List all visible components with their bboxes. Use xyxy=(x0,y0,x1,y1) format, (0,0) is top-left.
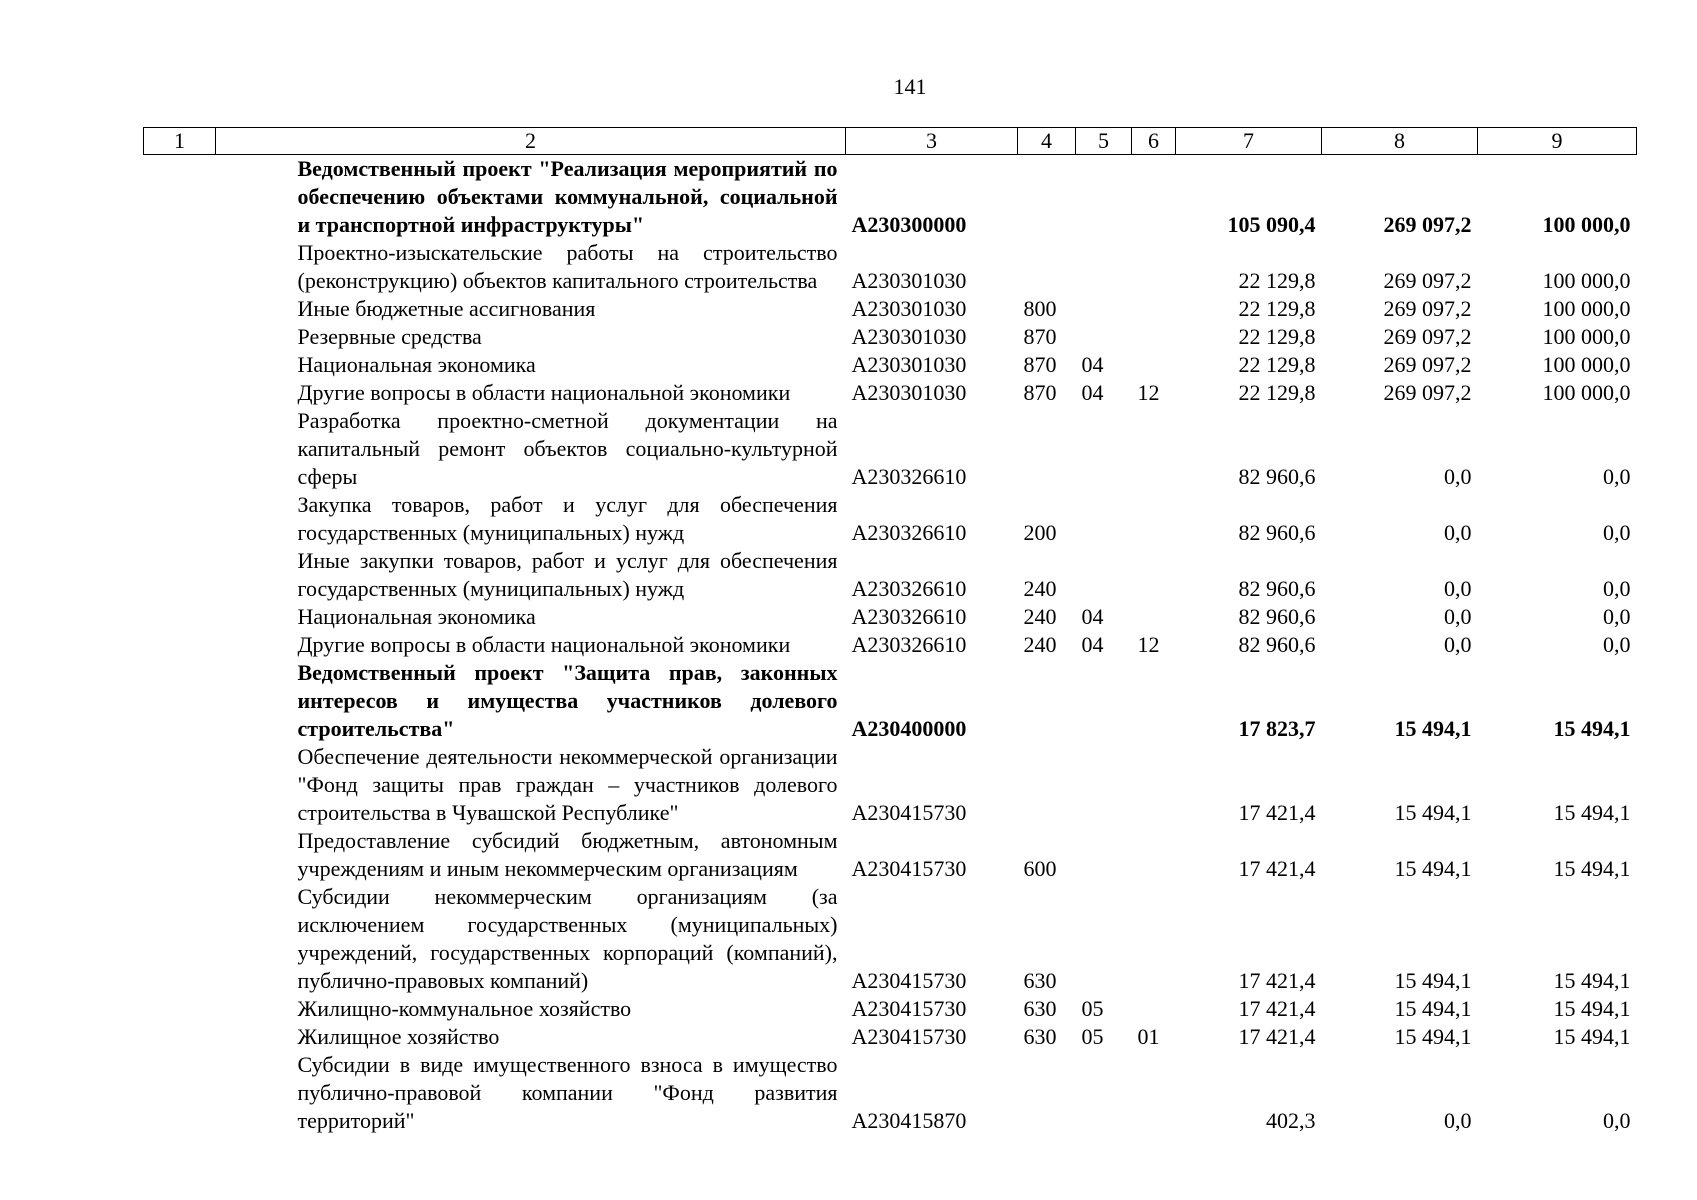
item-name: Обеспечение деятельности некоммерческой организации "Фонд защиты прав граждан – участников долевого строительства в Чувашской Республике" xyxy=(297,744,838,825)
target-article-code: А230300000 xyxy=(851,212,967,237)
subsection-code xyxy=(1132,155,1176,240)
item-name: Предоставление субсидий бюджетным, автономным учреждениям и иным некоммерческим организациям xyxy=(297,828,838,881)
budget-table xyxy=(143,127,1637,1135)
section-code: 05 xyxy=(1081,1024,1104,1049)
row-spacer-cell xyxy=(144,547,216,603)
table-row xyxy=(144,239,1637,295)
amount-col-9: 0,0 xyxy=(1603,464,1631,489)
expense-type-code: 870 xyxy=(1023,324,1057,349)
target-article-code: А230415730 xyxy=(851,856,967,881)
row-spacer-cell xyxy=(144,883,216,995)
subsection-code xyxy=(1132,323,1176,351)
amount-col-7: 82 960,6 xyxy=(1238,520,1316,545)
amount-col-8: 15 494,1 xyxy=(1394,716,1472,741)
amount-col-7: 22 129,8 xyxy=(1238,352,1316,377)
section-code xyxy=(1076,883,1132,995)
section-code xyxy=(1076,323,1132,351)
amount-col-8: 0,0 xyxy=(1444,464,1472,489)
amount-col-9: 100 000,0 xyxy=(1542,324,1631,349)
item-name: Ведомственный проект "Реализация мероприятий по обеспечению объектами коммунальной, социальной и транспортной инфраструктуры" xyxy=(297,156,838,237)
section-code xyxy=(1076,1051,1132,1135)
target-article-code: А230415730 xyxy=(851,996,967,1021)
section-code: 04 xyxy=(1081,380,1104,405)
row-spacer-cell xyxy=(144,1023,216,1051)
amount-col-7: 82 960,6 xyxy=(1238,576,1316,601)
amount-col-8: 269 097,2 xyxy=(1383,324,1472,349)
table-row xyxy=(144,659,1637,743)
amount-col-9: 0,0 xyxy=(1603,632,1631,657)
table-row xyxy=(144,631,1637,659)
amount-col-8: 0,0 xyxy=(1444,576,1472,601)
amount-col-7: 22 129,8 xyxy=(1238,380,1316,405)
expense-type-code: 630 xyxy=(1023,996,1057,1021)
table-row xyxy=(144,155,1637,240)
subsection-code xyxy=(1132,743,1176,827)
table-row xyxy=(144,491,1637,547)
amount-col-9: 100 000,0 xyxy=(1542,212,1631,237)
row-spacer-cell xyxy=(144,351,216,379)
row-spacer-cell xyxy=(144,995,216,1023)
section-code: 04 xyxy=(1081,632,1104,657)
amount-col-9: 100 000,0 xyxy=(1542,352,1631,377)
target-article-code: А230415870 xyxy=(851,1108,967,1133)
section-code xyxy=(1076,743,1132,827)
amount-col-9: 15 494,1 xyxy=(1553,996,1631,1021)
subsection-code xyxy=(1132,491,1176,547)
table-row xyxy=(144,995,1637,1023)
amount-col-8: 0,0 xyxy=(1444,520,1472,545)
section-code xyxy=(1076,239,1132,295)
expense-type-code: 870 xyxy=(1023,352,1057,377)
target-article-code: А230301030 xyxy=(851,296,967,321)
row-spacer-cell xyxy=(144,407,216,491)
amount-col-7: 17 421,4 xyxy=(1238,968,1316,993)
subsection-code xyxy=(1132,603,1176,631)
amount-col-7: 22 129,8 xyxy=(1238,324,1316,349)
expense-type-code: 800 xyxy=(1023,296,1057,321)
target-article-code: А230301030 xyxy=(851,352,967,377)
amount-col-9: 15 494,1 xyxy=(1553,800,1631,825)
section-code: 04 xyxy=(1081,352,1104,377)
amount-col-7: 82 960,6 xyxy=(1238,604,1316,629)
expense-type-code: 630 xyxy=(1023,1024,1057,1049)
amount-col-9: 0,0 xyxy=(1603,1108,1631,1133)
subsection-code xyxy=(1132,827,1176,883)
amount-col-8: 269 097,2 xyxy=(1383,296,1472,321)
item-name: Жилищное хозяйство xyxy=(297,1024,500,1049)
amount-col-9: 15 494,1 xyxy=(1553,716,1631,741)
item-name: Закупка товаров, работ и услуг для обеспечения государственных (муниципальных) нужд xyxy=(297,492,838,545)
row-spacer-cell xyxy=(144,659,216,743)
subsection-code xyxy=(1132,295,1176,323)
amount-col-8: 269 097,2 xyxy=(1383,352,1472,377)
expense-type-code: 240 xyxy=(1023,604,1057,629)
amount-col-9: 0,0 xyxy=(1603,576,1631,601)
item-name: Субсидии некоммерческим организациям (за исключением государственных (муниципальных) учреждений, государственных корпораций (компаний), публично-правовых компаний) xyxy=(297,884,838,993)
table-row xyxy=(144,603,1637,631)
amount-col-9: 15 494,1 xyxy=(1553,1024,1631,1049)
target-article-code: А230326610 xyxy=(851,464,967,489)
table-row xyxy=(144,743,1637,827)
amount-col-8: 15 494,1 xyxy=(1394,1024,1472,1049)
section-code xyxy=(1076,491,1132,547)
expense-type-code xyxy=(1018,659,1076,743)
table-row xyxy=(144,827,1637,883)
item-name: Резервные средства xyxy=(297,324,482,349)
amount-col-7: 105 090,4 xyxy=(1227,212,1316,237)
amount-col-7: 22 129,8 xyxy=(1238,296,1316,321)
target-article-code: А230415730 xyxy=(851,968,967,993)
item-name: Проектно-изыскательские работы на строительство (реконструкцию) объектов капитального строительства xyxy=(297,240,838,293)
amount-col-8: 0,0 xyxy=(1444,632,1472,657)
table-row xyxy=(144,883,1637,995)
section-code xyxy=(1076,547,1132,603)
item-name: Национальная экономика xyxy=(297,604,536,629)
section-code xyxy=(1076,659,1132,743)
amount-col-8: 269 097,2 xyxy=(1383,380,1472,405)
subsection-code xyxy=(1132,1051,1176,1135)
target-article-code: А230415730 xyxy=(851,800,967,825)
page-number: 141 xyxy=(893,74,927,99)
amount-col-8: 15 494,1 xyxy=(1394,800,1472,825)
target-article-code: А230400000 xyxy=(851,716,967,741)
amount-col-8: 15 494,1 xyxy=(1394,968,1472,993)
row-spacer-cell xyxy=(144,155,216,240)
target-article-code: А230301030 xyxy=(851,380,967,405)
amount-col-9: 100 000,0 xyxy=(1542,296,1631,321)
row-spacer-cell xyxy=(144,491,216,547)
subsection-code xyxy=(1132,883,1176,995)
expense-type-code: 240 xyxy=(1023,632,1057,657)
amount-col-7: 17 421,4 xyxy=(1238,1024,1316,1049)
table-row xyxy=(144,1023,1637,1051)
amount-col-7: 82 960,6 xyxy=(1238,464,1316,489)
amount-col-7: 17 823,7 xyxy=(1238,716,1316,741)
expense-type-code: 240 xyxy=(1023,576,1057,601)
subsection-code xyxy=(1132,659,1176,743)
expense-type-code xyxy=(1018,1051,1076,1135)
section-code xyxy=(1076,407,1132,491)
expense-type-code xyxy=(1018,155,1076,240)
row-spacer-cell xyxy=(144,1051,216,1135)
amount-col-9: 0,0 xyxy=(1603,604,1631,629)
amount-col-7: 22 129,8 xyxy=(1238,268,1316,293)
subsection-code xyxy=(1132,407,1176,491)
amount-col-8: 15 494,1 xyxy=(1394,856,1472,881)
header-cell: 1 xyxy=(144,128,216,155)
target-article-code: А230326610 xyxy=(851,520,967,545)
table-row xyxy=(144,351,1637,379)
table-row xyxy=(144,407,1637,491)
header-cell: 6 xyxy=(1132,128,1176,155)
amount-col-7: 17 421,4 xyxy=(1238,800,1316,825)
table-header-row xyxy=(144,128,1637,155)
header-cell: 3 xyxy=(846,128,1018,155)
subsection-code xyxy=(1132,547,1176,603)
row-spacer-cell xyxy=(144,295,216,323)
table-row xyxy=(144,295,1637,323)
amount-col-9: 15 494,1 xyxy=(1553,968,1631,993)
amount-col-8: 269 097,2 xyxy=(1383,268,1472,293)
amount-col-8: 269 097,2 xyxy=(1383,212,1472,237)
row-spacer-cell xyxy=(144,743,216,827)
table-row xyxy=(144,1051,1637,1135)
section-code xyxy=(1076,827,1132,883)
subsection-code: 12 xyxy=(1137,380,1160,405)
row-spacer-cell xyxy=(144,631,216,659)
target-article-code: А230326610 xyxy=(851,604,967,629)
section-code: 05 xyxy=(1081,996,1104,1021)
item-name: Иные бюджетные ассигнования xyxy=(297,296,596,321)
amount-col-9: 100 000,0 xyxy=(1542,380,1631,405)
item-name: Другие вопросы в области национальной экономики xyxy=(297,632,791,657)
expense-type-code: 870 xyxy=(1023,380,1057,405)
subsection-code xyxy=(1132,995,1176,1023)
table-row xyxy=(144,379,1637,407)
row-spacer-cell xyxy=(144,323,216,351)
expense-type-code: 200 xyxy=(1023,520,1057,545)
target-article-code: А230301030 xyxy=(851,324,967,349)
expense-type-code: 600 xyxy=(1023,856,1057,881)
header-cell: 9 xyxy=(1478,128,1637,155)
target-article-code: А230326610 xyxy=(851,632,967,657)
row-spacer-cell xyxy=(144,603,216,631)
header-cell: 2 xyxy=(216,128,846,155)
header-cell: 4 xyxy=(1018,128,1076,155)
table-row xyxy=(144,323,1637,351)
row-spacer-cell xyxy=(144,827,216,883)
expense-type-code xyxy=(1018,743,1076,827)
table-row xyxy=(144,547,1637,603)
item-name: Национальная экономика xyxy=(297,352,536,377)
header-cell: 8 xyxy=(1322,128,1478,155)
expense-type-code: 630 xyxy=(1023,968,1057,993)
header-cell: 7 xyxy=(1176,128,1322,155)
amount-col-8: 15 494,1 xyxy=(1394,996,1472,1021)
section-code: 04 xyxy=(1081,604,1104,629)
subsection-code xyxy=(1132,351,1176,379)
amount-col-7: 17 421,4 xyxy=(1238,856,1316,881)
amount-col-9: 0,0 xyxy=(1603,520,1631,545)
subsection-code: 12 xyxy=(1137,632,1160,657)
item-name: Разработка проектно-сметной документации на капитальный ремонт объектов социально-культурной сферы xyxy=(297,408,838,489)
amount-col-7: 82 960,6 xyxy=(1238,632,1316,657)
target-article-code: А230415730 xyxy=(851,1024,967,1049)
row-spacer-cell xyxy=(144,379,216,407)
section-code xyxy=(1076,295,1132,323)
amount-col-7: 17 421,4 xyxy=(1238,996,1316,1021)
amount-col-8: 0,0 xyxy=(1444,1108,1472,1133)
subsection-code: 01 xyxy=(1137,1024,1160,1049)
expense-type-code xyxy=(1018,239,1076,295)
header-cell: 5 xyxy=(1076,128,1132,155)
item-name: Ведомственный проект "Защита прав, законных интересов и имущества участников долевого строительства" xyxy=(297,660,838,741)
expense-type-code xyxy=(1018,407,1076,491)
amount-col-7: 402,3 xyxy=(1266,1108,1316,1133)
amount-col-8: 0,0 xyxy=(1444,604,1472,629)
target-article-code: А230326610 xyxy=(851,576,967,601)
amount-col-9: 100 000,0 xyxy=(1542,268,1631,293)
amount-col-9: 15 494,1 xyxy=(1553,856,1631,881)
section-code xyxy=(1076,155,1132,240)
row-spacer-cell xyxy=(144,239,216,295)
item-name: Жилищно-коммунальное хозяйство xyxy=(297,996,632,1021)
item-name: Иные закупки товаров, работ и услуг для обеспечения государственных (муниципальных) нужд xyxy=(297,548,838,601)
item-name: Субсидии в виде имущественного взноса в имущество публично-правовой компании "Фонд развития территорий" xyxy=(297,1052,838,1133)
subsection-code xyxy=(1132,239,1176,295)
item-name: Другие вопросы в области национальной экономики xyxy=(297,380,791,405)
target-article-code: А230301030 xyxy=(851,268,967,293)
